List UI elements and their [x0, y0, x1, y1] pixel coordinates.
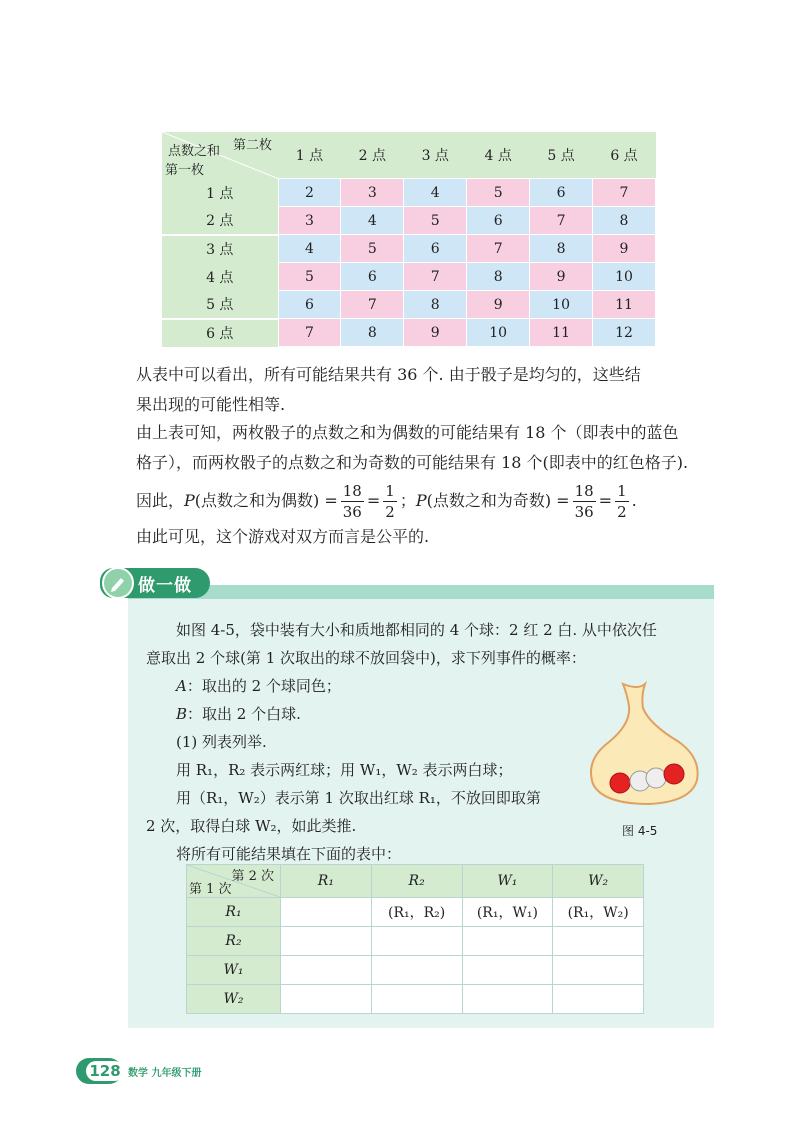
table-cell: 9	[530, 263, 593, 291]
table-row	[162, 179, 656, 207]
table-row	[162, 291, 656, 319]
fraction-numerator: 1	[617, 481, 627, 500]
table-cell	[281, 956, 372, 985]
table-cell: 2	[278, 179, 341, 207]
fraction-denominator: 2	[617, 502, 627, 521]
table-cell	[462, 985, 553, 1014]
fraction-numerator: 18	[342, 481, 362, 500]
row-header: R₁	[187, 898, 281, 927]
fraction-denominator: 36	[342, 502, 362, 521]
table-row	[162, 207, 656, 235]
col-header: W₁	[462, 865, 553, 898]
table-cell: 10	[530, 291, 593, 319]
table-cell	[371, 927, 462, 956]
row-header: 5 点	[162, 291, 278, 319]
separator: ；	[399, 491, 416, 510]
table-cell	[371, 985, 462, 1014]
activity-text-line: 意取出 2 个球(第 1 次取出的球不放回袋中)，求下列事件的概率：	[146, 649, 586, 667]
dice-sum-table	[162, 132, 656, 347]
col-header: R₁	[281, 865, 372, 898]
table-cell: 8	[467, 263, 530, 291]
paragraph-even-odd	[136, 418, 726, 478]
table-cell: 6	[530, 179, 593, 207]
equals-sign: =	[366, 491, 381, 510]
activity-title: 做一做	[138, 576, 192, 596]
table-cell: 5	[278, 263, 341, 291]
event-b-label: B	[176, 705, 188, 723]
col-header: W₂	[553, 865, 644, 898]
row-header: R₂	[187, 927, 281, 956]
table-cell: 8	[341, 319, 404, 347]
fraction	[573, 481, 596, 522]
probability-formula	[136, 478, 726, 524]
table-cell: 4	[278, 235, 341, 263]
corner-label-sum: 点数之和	[168, 144, 221, 159]
table-cell: 12	[593, 319, 656, 347]
col-header: 4 点	[467, 132, 530, 179]
table-cell: 6	[467, 207, 530, 235]
activity-text-line: 如图 4-5，袋中装有大小和质地都相同的 4 个球：2 红 2 白. 从中依次任	[176, 621, 657, 639]
pencil-icon	[102, 567, 134, 599]
table-cell: 4	[341, 207, 404, 235]
corner-label-second: 第二枚	[232, 138, 272, 153]
table-cell: 7	[404, 263, 467, 291]
table-cell: 10	[593, 263, 656, 291]
activity-text-line: 将所有可能结果填在下面的表中：	[176, 845, 402, 863]
table-cell	[281, 927, 372, 956]
ball-table-header-row	[187, 865, 644, 898]
text-line: 果出现的可能性相等.	[136, 395, 286, 414]
row-header: 6 点	[162, 319, 278, 347]
text-line: 格子），而两枚骰子的点数之和为奇数的可能结果有 18 个(即表中的红色格子).	[136, 453, 689, 472]
table-cell	[553, 927, 644, 956]
activity-text-line: 用（R₁，W₂）表示第 1 次取出红球 R₁，不放回即取第	[176, 789, 541, 807]
table-row	[162, 263, 656, 291]
corner-label-first-draw: 第 1 次	[189, 882, 232, 897]
col-header: R₂	[371, 865, 462, 898]
table-row	[162, 319, 656, 347]
row-header: 4 点	[162, 263, 278, 291]
fraction-numerator: 1	[385, 481, 395, 500]
formula-p: P	[184, 491, 195, 510]
fraction-denominator: 2	[385, 502, 395, 521]
table-cell: 6	[404, 235, 467, 263]
table-cell: 3	[341, 179, 404, 207]
col-header: 1 点	[278, 132, 341, 179]
table-cell	[371, 956, 462, 985]
formula-intro: 因此，	[136, 491, 185, 510]
fraction	[383, 481, 397, 522]
table-cell: 6	[341, 263, 404, 291]
row-header: W₂	[187, 985, 281, 1014]
table-row	[187, 956, 644, 985]
row-header: 1 点	[162, 179, 278, 207]
table-cell	[462, 956, 553, 985]
dice-table-corner	[162, 132, 278, 179]
table-row	[187, 985, 644, 1014]
col-header: 2 点	[341, 132, 404, 179]
col-header: 6 点	[593, 132, 656, 179]
event-a	[176, 672, 341, 700]
white-ball-icon	[646, 768, 666, 788]
table-cell	[553, 956, 644, 985]
event-a-text: ：取出的 2 个球同色；	[186, 677, 341, 695]
table-row	[187, 898, 644, 927]
table-cell: 7	[593, 179, 656, 207]
table-cell: 10	[467, 319, 530, 347]
activity-text-line: 用 R₁，R₂ 表示两红球；用 W₁，W₂ 表示两白球；	[176, 761, 513, 779]
table-cell: 3	[278, 207, 341, 235]
page-number: 128	[86, 1061, 124, 1081]
ball-table-corner	[187, 865, 281, 898]
table-cell: 7	[278, 319, 341, 347]
fraction-numerator: 18	[574, 481, 594, 500]
col-header: 3 点	[404, 132, 467, 179]
table-cell: 8	[593, 207, 656, 235]
formula-even: (点数之和为偶数) =	[194, 491, 338, 510]
table-cell: (R₁，R₂)	[371, 898, 462, 927]
activity-text-line: (1) 列表列举.	[176, 733, 267, 751]
col-header: 5 点	[530, 132, 593, 179]
formula-p: P	[415, 491, 427, 510]
footer-subject: 数学 九年级下册	[128, 1068, 202, 1079]
bag-with-balls-figure	[583, 680, 713, 810]
table-cell: 9	[593, 235, 656, 263]
table-cell	[281, 985, 372, 1014]
event-a-label: A	[176, 677, 187, 695]
table-cell: (R₁，W₁)	[462, 898, 553, 927]
red-ball-icon	[664, 764, 684, 784]
text-line: 由上表可知，两枚骰子的点数之和为偶数的可能结果有 18 个（即表中的蓝色	[136, 423, 679, 442]
table-cell: (R₁，W₂)	[553, 898, 644, 927]
table-cell	[281, 898, 372, 927]
row-header: W₁	[187, 956, 281, 985]
paragraph-total-outcomes	[136, 360, 726, 420]
activity-header-bar	[128, 585, 714, 599]
ball-outcome-table	[186, 864, 644, 1014]
event-b	[176, 700, 301, 728]
table-row	[187, 927, 644, 956]
table-cell: 8	[404, 291, 467, 319]
fraction	[615, 481, 629, 522]
corner-label-second-draw: 第 2 次	[231, 869, 274, 884]
dice-table-header-row	[162, 132, 656, 179]
figure-caption: 图 4-5	[622, 824, 658, 838]
table-cell: 11	[593, 291, 656, 319]
table-cell: 6	[278, 291, 341, 319]
table-cell: 9	[404, 319, 467, 347]
row-header: 2 点	[162, 207, 278, 235]
table-cell: 7	[467, 235, 530, 263]
table-cell: 7	[530, 207, 593, 235]
table-cell: 4	[404, 179, 467, 207]
fraction-denominator: 36	[574, 502, 594, 521]
text-line: 从表中可以看出，所有可能结果共有 36 个. 由于骰子是均匀的，这些结	[136, 365, 641, 384]
corner-label-first: 第一枚	[165, 162, 205, 178]
row-header: 3 点	[162, 235, 278, 263]
paragraph-conclusion: 由此可见，这个游戏对双方而言是公平的.	[136, 527, 430, 546]
table-cell: 5	[404, 207, 467, 235]
fraction	[341, 481, 364, 522]
table-cell: 5	[341, 235, 404, 263]
table-cell: 11	[530, 319, 593, 347]
table-cell: 5	[467, 179, 530, 207]
table-row	[162, 235, 656, 263]
activity-text-line: 2 次，取得白球 W₂，如此类推.	[146, 817, 357, 835]
table-cell: 8	[530, 235, 593, 263]
formula-odd: (点数之和为奇数) =	[426, 491, 570, 510]
red-ball-icon	[610, 773, 630, 793]
table-cell: 9	[467, 291, 530, 319]
event-b-text: ：取出 2 个白球.	[187, 705, 301, 723]
table-cell: 7	[341, 291, 404, 319]
equals-sign: =	[598, 491, 613, 510]
period: .	[631, 491, 637, 510]
table-cell	[462, 927, 553, 956]
table-cell	[553, 985, 644, 1014]
